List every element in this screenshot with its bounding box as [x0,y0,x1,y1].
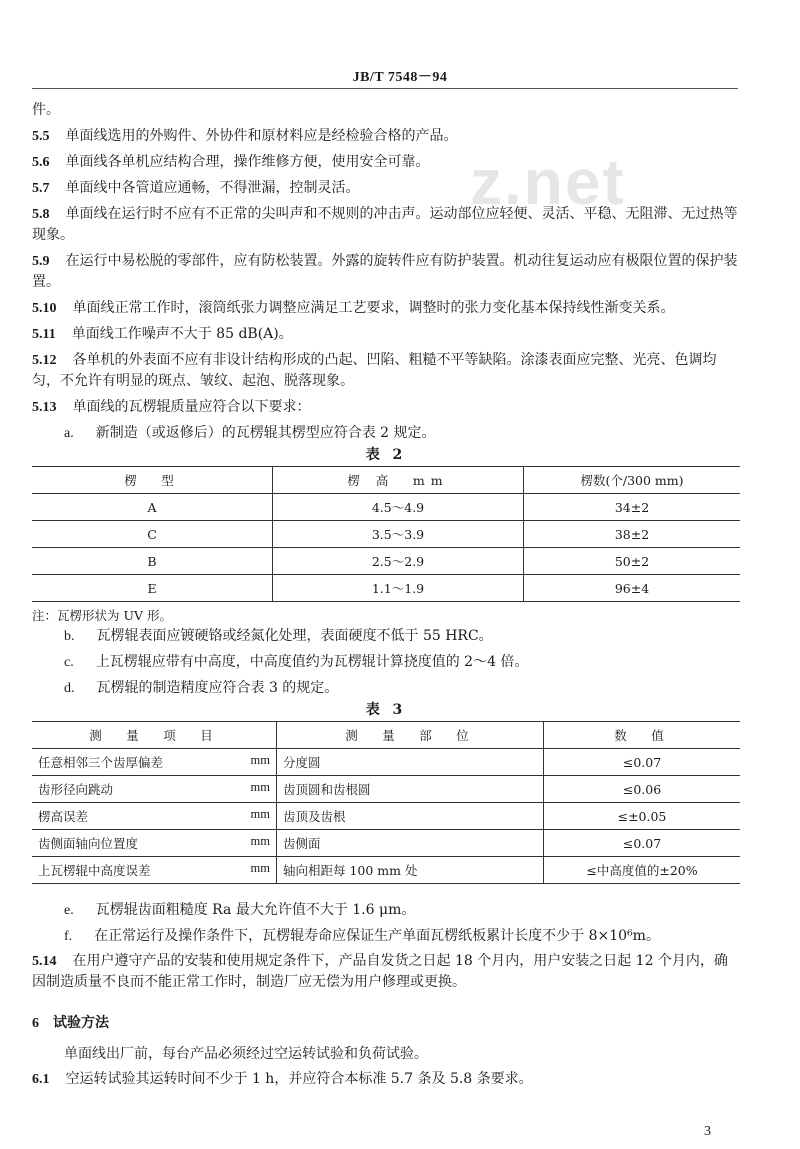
clause [32,324,740,345]
measure-unit: mm [250,780,270,794]
clause [32,126,740,147]
clause [32,251,740,293]
clauses-top [32,100,740,418]
clause-5-14 [32,951,740,993]
header-rule [32,88,738,89]
measure-item: 楞高误差 [38,809,89,824]
clause-text: 单面线正常工作时，滚筒纸张力调整应满足工艺要求，调整时的张力变化基本保持线性渐变关系。 [72,300,675,316]
measure-value: ≤中高度值的±20% [544,857,741,884]
items-ef [32,900,740,947]
item-letter: f. [64,929,73,944]
table3-caption: 表 3 [365,702,407,718]
item-text: 瓦楞辊齿面粗糙度 Ra 最大允许值不大于 1.6 μm。 [95,902,416,918]
measure-value: ≤±0.05 [544,803,741,830]
table3-header-cell: 测 量 项 目 [32,722,277,749]
clause-number: 5.11 [32,327,56,342]
table-row [32,830,740,857]
clause-number: 5.13 [32,400,57,415]
watermark: z.net [470,146,626,218]
table-cell: 2.5～2.9 [273,548,524,575]
list-item [32,652,740,673]
measure-part: 分度圆 [277,749,544,776]
clause-number: 5.9 [32,254,50,269]
clause [32,298,740,319]
clause-text: 在运行中易松脱的零部件，应有防松装置。外露的旋转件应有防护装置。机动往复运动应有极限位置的保护装置。 [32,253,738,290]
table-cell: 96±4 [524,575,741,602]
clause-text: 单面线选用的外购件、外协件和原材料应是经检验合格的产品。 [65,128,458,144]
measure-unit: mm [250,753,270,767]
clause-number: 5.6 [32,155,50,170]
list-item [32,626,740,647]
clause-number: 5.7 [32,181,50,196]
clause [32,100,740,121]
table3-header-cell: 数 值 [544,722,741,749]
measure-part: 齿顶圆和齿根圆 [277,776,544,803]
measure-value: ≤0.07 [544,749,741,776]
table-cell: C [32,521,273,548]
section-6-intro: 单面线出厂前，每台产品必须经过空运转试验和负荷试验。 [64,1046,428,1062]
table2-header-cell: 楞 型 [32,467,273,494]
clause-text: 单面线各单机应结构合理，操作维修方便，使用安全可靠。 [65,154,430,170]
clause [32,397,740,418]
measure-item-cell [32,803,277,830]
measure-item-cell [32,857,277,884]
measure-value: ≤0.06 [544,776,741,803]
table-cell: 50±2 [524,548,741,575]
clause-number: 5.10 [32,301,57,316]
section-number: 6 [32,1016,39,1031]
table-cell: 38±2 [524,521,741,548]
clause-text: 各单机的外表面不应有非设计结构形成的凸起、凹陷、粗糙不平等缺陷。涂漆表面应完整、光亮、色调均匀，不允许有明显的斑点、皱纹、起泡、脱落现象。 [32,352,717,389]
clause-text: 在用户遵守产品的安装和使用规定条件下，产品自发货之日起 18 个月内，用户安装之日起 12 个月内，确因制造质量不良而不能正常工作时，制造厂应无偿为用户修理或更换。 [32,953,728,990]
measure-part: 齿顶及齿根 [277,803,544,830]
measure-item-cell [32,776,277,803]
table-cell: B [32,548,273,575]
item-letter: a. [64,426,74,441]
table2-header-cell: 楞数(个/300 mm) [524,467,741,494]
measure-unit: mm [250,861,270,875]
clause-number: 5.12 [32,353,57,368]
table-row [32,857,740,884]
list-item [32,678,740,699]
table-cell: A [32,494,273,521]
table-cell: 3.5～3.9 [273,521,524,548]
item-letter: b. [64,629,75,644]
clause [32,152,740,173]
clause-text: 单面线中各管道应通畅，不得泄漏，控制灵活。 [65,180,360,196]
table-row [32,494,740,521]
table-3 [32,721,740,884]
section-6-title [32,1011,740,1036]
item-letter: e. [64,903,74,918]
table2-caption: 表 2 [365,447,407,463]
page-header: JB/T 7548－94 [352,70,448,85]
measure-value: ≤0.07 [544,830,741,857]
list-item [32,900,740,921]
measure-part: 齿侧面 [277,830,544,857]
table-row [32,521,740,548]
table-row [32,803,740,830]
table3-body [32,749,740,884]
table-row [32,575,740,602]
table-cell: 1.1～1.9 [273,575,524,602]
clause-text: 空运转试验其运转时间不少于 1 h，并应符合本标准 5.7 条及 5.8 条要求。 [65,1071,533,1087]
item-letter: c. [64,655,74,670]
item-text: 瓦楞辊表面应镀硬铬或经氮化处理，表面硬度不低于 55 HRC。 [96,628,493,644]
table-2 [32,466,740,602]
clause-text: 单面线在运行时不应有不正常的尖叫声和不规则的冲击声。运动部位应轻便、灵活、平稳、无阻滞、无过热等现象。 [32,206,738,243]
measure-unit: mm [250,834,270,848]
table2-body [32,494,740,602]
table-cell: E [32,575,273,602]
table2-header-row [32,467,740,494]
clause [32,178,740,199]
table-row [32,776,740,803]
table-cell: 34±2 [524,494,741,521]
item-text: 瓦楞辊的制造精度应符合表 3 的规定。 [96,680,339,696]
item-text: 在正常运行及操作条件下，瓦楞辊寿命应保证生产单面瓦楞纸板累计长度不少于 8×10⁶m。 [94,928,660,944]
measure-item: 任意相邻三个齿厚偏差 [38,755,164,770]
measure-item: 齿侧面轴向位置度 [38,836,139,851]
table2-note: 注：瓦楞形状为 UV 形。 [32,608,173,623]
table3-header-cell: 测 量 部 位 [277,722,544,749]
section-title-text: 试验方法 [53,1015,109,1031]
items-bcd [32,626,740,699]
clause [32,204,740,246]
clause-text: 单面线工作噪声不大于 85 dB(A)。 [71,326,293,342]
clause [32,350,740,392]
table3-header-row [32,722,740,749]
table-row [32,548,740,575]
clause-6-1 [32,1069,740,1090]
measure-item-cell [32,749,277,776]
clause-text: 件。 [32,102,60,118]
clause-number: 5.8 [32,207,50,222]
clause-number: 6.1 [32,1072,50,1087]
measure-item: 上瓦楞辊中高度误差 [38,863,151,878]
page-number: 3 [704,1124,711,1139]
measure-item: 齿形径向跳动 [38,782,114,797]
table-cell: 4.5～4.9 [273,494,524,521]
clause-number: 5.5 [32,129,50,144]
item-text: 新制造（或返修后）的瓦楞辊其楞型应符合表 2 规定。 [95,425,436,441]
clause-number: 5.14 [32,954,57,969]
table-row [32,749,740,776]
measure-item-cell [32,830,277,857]
list-item [32,926,740,947]
clause-text: 单面线的瓦楞辊质量应符合以下要求： [72,399,311,415]
measure-unit: mm [250,807,270,821]
measure-part: 轴向相距每 100 mm 处 [277,857,544,884]
page-content [32,100,740,1090]
table2-header-cell: 楞 高 mm [273,467,524,494]
item-text: 上瓦楞辊应带有中高度，中高度值约为瓦楞辊计算挠度值的 2～4 倍。 [95,654,529,670]
item-a [32,423,740,444]
item-letter: d. [64,681,75,696]
